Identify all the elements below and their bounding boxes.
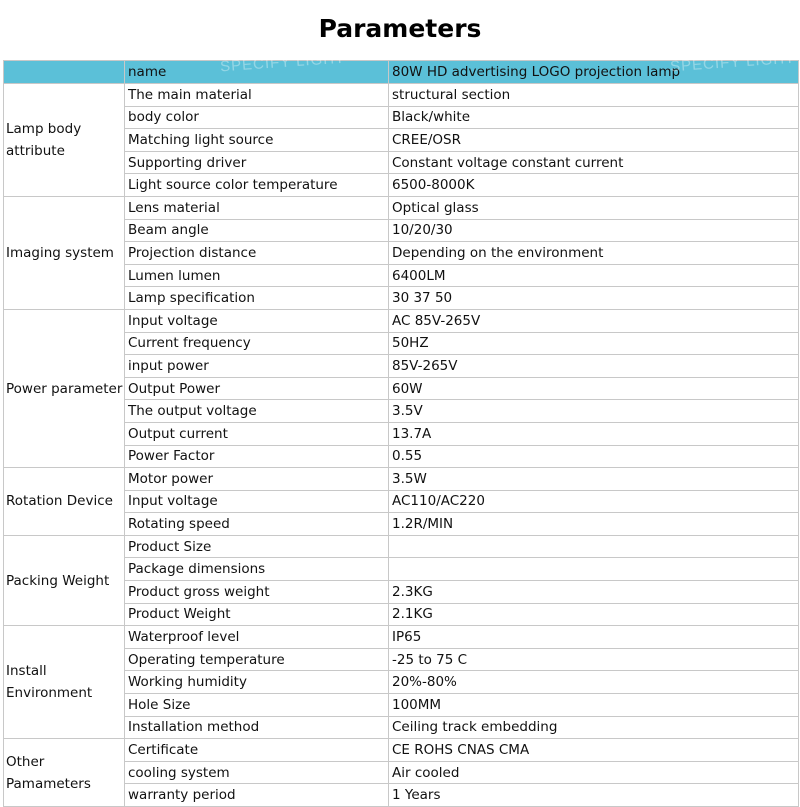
parameter-name-cell: Product Size <box>125 535 389 558</box>
parameter-value-cell: 1.2R/MIN <box>389 513 799 536</box>
parameter-name-cell: Rotating speed <box>125 513 389 536</box>
parameter-value-cell: 3.5W <box>389 468 799 491</box>
parameter-value-cell: 2.3KG <box>389 581 799 604</box>
parameter-value-cell: 2.1KG <box>389 603 799 626</box>
parameter-value-cell: 6400LM <box>389 264 799 287</box>
parameter-value-cell: 10/20/30 <box>389 219 799 242</box>
parameter-name-cell: Current frequency <box>125 332 389 355</box>
parameter-value-cell: Depending on the environment <box>389 242 799 265</box>
parameter-name-cell: Matching light source <box>125 129 389 152</box>
parameter-name-cell: Lamp specification <box>125 287 389 310</box>
parameter-name-cell: Input voltage <box>125 309 389 332</box>
header-name-cell: name <box>125 61 389 84</box>
parameter-name-cell: Operating temperature <box>125 648 389 671</box>
parameter-name-cell: Product gross weight <box>125 581 389 604</box>
parameter-name-cell: Lumen lumen <box>125 264 389 287</box>
table-header-row <box>4 61 799 84</box>
parameter-name-cell: Lens material <box>125 196 389 219</box>
parameter-value-cell: structural section <box>389 84 799 107</box>
watermark-text: SPECIFY LIGHT <box>219 49 346 76</box>
parameter-name-cell: The output voltage <box>125 400 389 423</box>
parameter-value-cell: 60W <box>389 377 799 400</box>
parameters-table <box>3 60 799 807</box>
parameter-value-cell: 85V-265V <box>389 355 799 378</box>
parameter-name-cell: Certificate <box>125 739 389 762</box>
page-title: Parameters <box>318 14 482 43</box>
parameter-value-cell: 30 37 50 <box>389 287 799 310</box>
group-label-cell: Rotation Device <box>4 468 125 536</box>
parameter-name-cell: Working humidity <box>125 671 389 694</box>
parameter-value-cell: 13.7A <box>389 422 799 445</box>
parameter-name-cell: Input voltage <box>125 490 389 513</box>
parameter-name-cell: Installation method <box>125 716 389 739</box>
group-label-cell: Power parameter <box>4 309 125 467</box>
table-row <box>4 196 799 219</box>
group-label-cell: Other Pamameters <box>4 739 125 807</box>
parameter-value-cell <box>389 558 799 581</box>
parameters-table-body <box>4 61 799 807</box>
parameter-name-cell: Output Power <box>125 377 389 400</box>
parameter-value-cell: 0.55 <box>389 445 799 468</box>
group-label-cell: Lamp body attribute <box>4 84 125 197</box>
parameter-name-cell: Waterproof level <box>125 626 389 649</box>
table-row <box>4 535 799 558</box>
parameter-value-cell: 20%-80% <box>389 671 799 694</box>
header-value-cell: 80W HD advertising LOGO projection lamp <box>389 61 799 84</box>
parameter-value-cell: 1 Years <box>389 784 799 807</box>
parameter-name-cell: The main material <box>125 84 389 107</box>
table-row <box>4 626 799 649</box>
parameter-name-cell: Motor power <box>125 468 389 491</box>
parameter-value-cell: AC110/AC220 <box>389 490 799 513</box>
parameter-name-cell: Beam angle <box>125 219 389 242</box>
parameter-name-cell: Projection distance <box>125 242 389 265</box>
parameter-name-cell: Hole Size <box>125 694 389 717</box>
parameter-value-cell: 6500-8000K <box>389 174 799 197</box>
parameter-value-cell: Black/white <box>389 106 799 129</box>
parameter-name-cell: Output current <box>125 422 389 445</box>
parameter-value-cell: -25 to 75 C <box>389 648 799 671</box>
parameter-value-cell: Optical glass <box>389 196 799 219</box>
table-row <box>4 84 799 107</box>
header-group-cell <box>4 61 125 84</box>
parameter-value-cell: Ceiling track embedding <box>389 716 799 739</box>
parameter-name-cell: cooling system <box>125 761 389 784</box>
parameter-value-cell: Constant voltage constant current <box>389 151 799 174</box>
watermark-text: SPECIFY LIGHT <box>669 49 796 76</box>
parameter-name-cell: input power <box>125 355 389 378</box>
parameter-value-cell: 3.5V <box>389 400 799 423</box>
parameter-name-cell: warranty period <box>125 784 389 807</box>
group-label-cell: Install Environment <box>4 626 125 739</box>
parameter-name-cell: Package dimensions <box>125 558 389 581</box>
parameter-value-cell: 50HZ <box>389 332 799 355</box>
parameter-name-cell: Power Factor <box>125 445 389 468</box>
parameter-name-cell: body color <box>125 106 389 129</box>
table-row <box>4 468 799 491</box>
parameter-name-cell: Light source color temperature <box>125 174 389 197</box>
parameter-value-cell: CE ROHS CNAS CMA <box>389 739 799 762</box>
parameter-value-cell: CREE/OSR <box>389 129 799 152</box>
parameter-name-cell: Supporting driver <box>125 151 389 174</box>
parameter-value-cell: Air cooled <box>389 761 799 784</box>
table-row <box>4 309 799 332</box>
group-label-cell: Packing Weight <box>4 535 125 625</box>
table-row <box>4 739 799 762</box>
parameter-value-cell <box>389 535 799 558</box>
parameter-value-cell: IP65 <box>389 626 799 649</box>
parameter-name-cell: Product Weight <box>125 603 389 626</box>
parameter-value-cell: 100MM <box>389 694 799 717</box>
group-label-cell: Imaging system <box>4 196 125 309</box>
parameter-value-cell: AC 85V-265V <box>389 309 799 332</box>
